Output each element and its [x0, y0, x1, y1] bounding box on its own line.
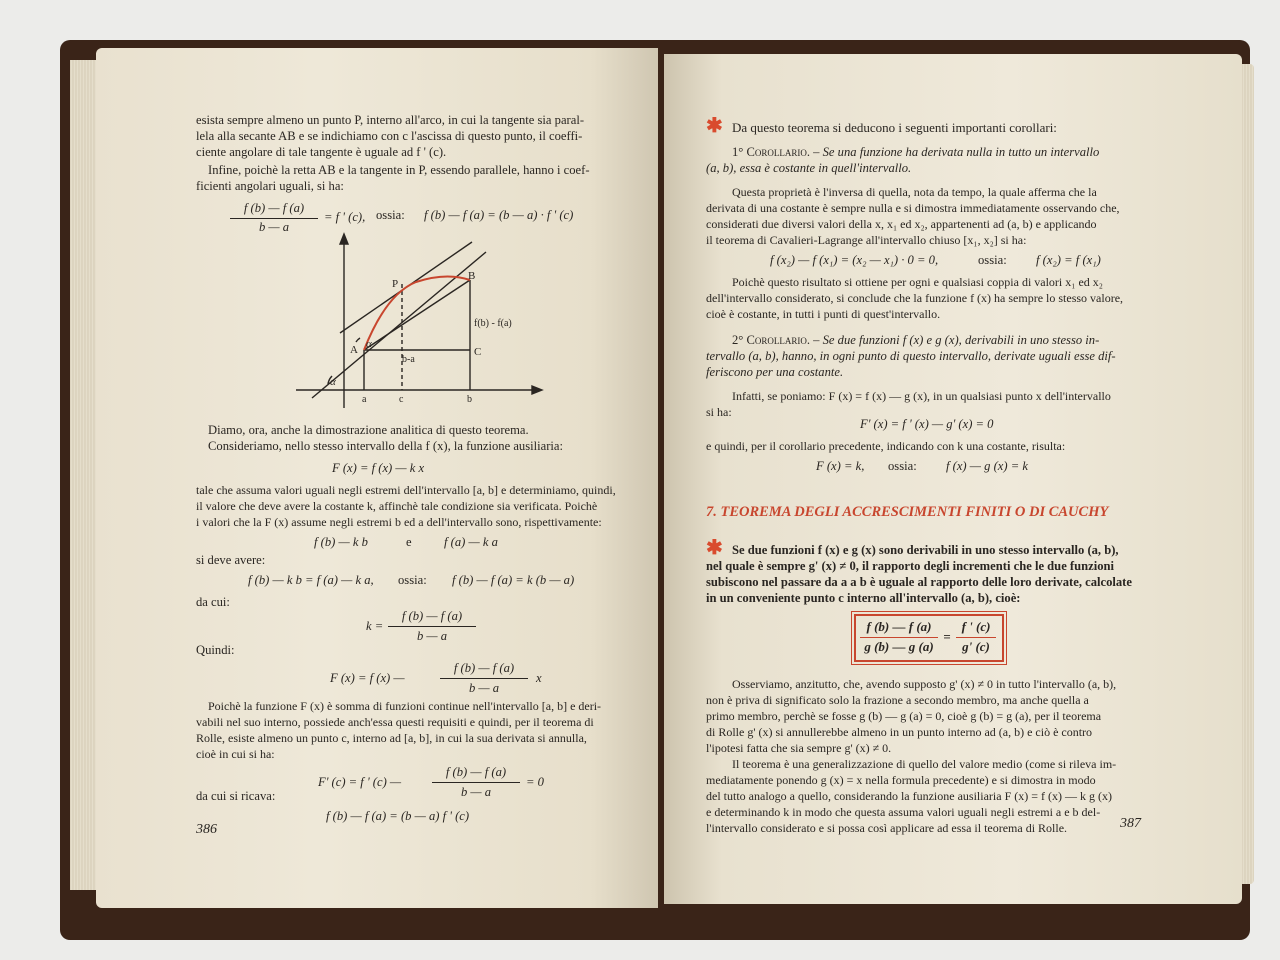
point-label-p: P	[392, 278, 399, 290]
text-line: da cui:	[196, 595, 230, 609]
asterisk-icon: ✱	[706, 537, 723, 559]
text-line: Osserviamo, anzitutto, che, avendo supposto g' (x) ≠ 0 in tutto l'intervallo (a, b),	[732, 677, 1117, 691]
text-line: considerati due diversi valori della x, x₁ ed x₂, appartenenti ad (a, b) e applicando	[706, 217, 1097, 231]
conjunction: e	[406, 535, 412, 549]
equation: F' (x) = f ' (x) — g' (x) = 0	[860, 417, 994, 431]
asterisk-icon: ✱	[706, 115, 723, 137]
ossia-label: ossia:	[398, 573, 427, 587]
fraction-bar	[388, 626, 476, 627]
theorem-line: Se due funzioni f (x) e g (x) sono derivabili in uno stesso intervallo (a, b),	[732, 543, 1119, 557]
text-line: Consideriamo, nello stesso intervallo della f (x), la funzione ausiliaria:	[208, 439, 563, 453]
angle-label: α	[366, 338, 372, 350]
text-line: il teorema di Cavalieri-Lagrange all'intervallo chiuso [x₁, x₂] si ha:	[706, 233, 1027, 247]
page-stack-left	[70, 60, 96, 890]
point-label-a: A	[350, 344, 358, 356]
equation: f (x₂) — f (x₁) = (x₂ — x₁) · 0 = 0,	[770, 253, 939, 267]
equation: f (b) — k b = f (a) — k a,	[248, 573, 374, 587]
ossia-label: ossia:	[888, 459, 917, 473]
text-line: Infatti, se poniamo: F (x) = f (x) — g (x), in un qualsiasi punto x dell'intervallo	[732, 389, 1111, 403]
right-page	[664, 54, 1242, 904]
equation-rhs: = 0	[526, 775, 544, 789]
text-line: i valori che la F (x) assume negli estremi b ed a dell'intervallo sono, rispettivamente:	[196, 515, 602, 529]
text-line: Da questo teorema si deducono i seguenti importanti corollari:	[732, 120, 1057, 135]
text-line: l'ipotesi fatta che sia sempre g' (x) ≠ 0.	[706, 741, 892, 755]
equation-variable: x	[536, 671, 542, 685]
tick-label-c: c	[399, 394, 404, 405]
text-line: cioè è costante, in tutti i punti di quest'intervallo.	[706, 307, 941, 321]
equation: f (b) — f (a) = k (b — a)	[452, 573, 575, 587]
equation-numerator: f (b) — f (a)	[445, 765, 507, 779]
text-line: cioè in cui si ha:	[196, 747, 275, 761]
label-b-a: b-a	[402, 354, 415, 365]
text-line: da cui si ricava:	[196, 789, 276, 803]
equation-lhs: F' (c) = f ' (c) —	[318, 775, 402, 789]
text-line: si deve avere:	[196, 553, 266, 567]
text-line: tale che assuma valori uguali negli estremi dell'intervallo [a, b] e determiniamo, quindi,	[196, 483, 616, 497]
equation: f (b) — k b	[314, 535, 368, 549]
text-line: (a, b), essa è costante in quell'intervallo.	[706, 161, 912, 175]
text-line: ficienti angolari uguali, si ha:	[196, 179, 344, 193]
text-line: di Rolle g' (x) si annullerebbe almeno in un punto interno ad (a, b) e ciò è contro	[706, 725, 1093, 739]
point-label-c: C	[474, 346, 482, 358]
equation-numerator: f (b) — f (a)	[453, 661, 515, 675]
tick-label-b: b	[467, 394, 472, 405]
box-numerator-left: f (b) — f (a)	[866, 619, 932, 634]
text-line: Diamo, ora, anche la dimostrazione analitica di questo teorema.	[208, 423, 529, 437]
text-line: feriscono per una costante.	[706, 365, 844, 379]
text-line: si ha:	[706, 405, 732, 419]
equation: f (b) — f (a) = (b — a) f ' (c)	[326, 809, 470, 823]
equation: f (x) — g (x) = k	[946, 459, 1028, 473]
equation: f (b) — f (a) = (b — a) · f ' (c)	[424, 208, 574, 222]
text-line: Quindi:	[196, 643, 235, 657]
equation: f (x₂) = f (x₁)	[1036, 253, 1101, 267]
page-stack-right	[1242, 64, 1254, 884]
box-equals: =	[943, 629, 951, 644]
text-line: derivata di una costante è sempre nulla e si dimostra immediatamente osservando che,	[706, 201, 1120, 215]
text-line: ciente angolare di tale tangente è uguale ad f ' (c).	[196, 145, 447, 159]
equation-rhs: = f ' (c),	[324, 210, 366, 224]
equation-denominator: b — a	[258, 220, 290, 234]
label-fb-fa: f(b) - f(a)	[474, 318, 512, 329]
text-line: Il teorema è una generalizzazione di quello del valore medio (come si rileva im-	[732, 757, 1117, 771]
cauchy-formula-box	[854, 614, 1004, 662]
fraction-bar	[432, 782, 520, 783]
text-line: Poichè questo risultato si ottiene per ogni e qualsiasi coppia di valori x₁ ed x₂	[732, 275, 1103, 289]
text-line: tervallo (a, b), hanno, in ogni punto di questo intervallo, derivate uguali esse dif-	[706, 349, 1116, 363]
text-line: esista sempre almeno un punto P, interno all'arco, in cui la tangente sia paral-	[196, 113, 585, 127]
equation-lhs: k =	[366, 619, 384, 633]
equation: f (a) — k a	[444, 535, 498, 549]
equation: F (x) = f (x) — k x	[332, 461, 425, 475]
ossia-label: ossia:	[978, 253, 1007, 267]
text-line: l'intervallo considerato e si possa così applicare ad essa il teorema di Rolle.	[706, 821, 1068, 835]
text-line: dell'intervallo considerato, si conclude che la funzione f (x) ha sempre lo stesso valore,	[706, 291, 1124, 305]
fraction-bar	[860, 637, 938, 638]
ossia-label: ossia:	[376, 208, 405, 222]
text-line: Rolle, esiste almeno un punto c, interno ad [a, b], in cui la sua derivata si annulla,	[196, 731, 587, 745]
text-line: Poichè la funzione F (x) è somma di funzioni continue nell'intervallo [a, b] e deri-	[208, 699, 602, 713]
page-number: 386	[196, 822, 217, 837]
fraction-bar	[440, 678, 528, 679]
text-line: del tutto analogo a quello, considerando la funzione ausiliaria F (x) = f (x) — k g (x)	[706, 789, 1112, 803]
angle-label: α	[330, 376, 336, 388]
box-numerator-right: f ' (c)	[961, 619, 991, 634]
theorem-line: nel quale è sempre g' (x) ≠ 0, il rapporto degli incrementi che le due funzioni	[706, 559, 1115, 573]
section-title: 7. TEOREMA DEGLI ACCRESCIMENTI FINITI O DI CAUCHY	[706, 504, 1109, 520]
box-denominator-left: g (b) — g (a)	[864, 639, 934, 654]
corollary-text: – Se una funzione ha derivata nulla in tutto un intervallo	[810, 145, 1100, 159]
corollary-2	[732, 332, 1099, 348]
left-page	[96, 48, 658, 908]
text-line: mediatamente ponendo g (x) = x nella formula precedente) e si dimostra in modo	[706, 773, 1096, 787]
text-line: vabili nel suo interno, possiede anch'essa questi requisiti e quindi, per il teorema di	[196, 715, 594, 729]
fraction-bar	[956, 637, 996, 638]
text-line: e quindi, per il corollario precedente, indicando con k una costante, risulta:	[706, 439, 1066, 453]
text-line: Questa proprietà è l'inversa di quella, nota da tempo, la quale afferma che la	[732, 185, 1097, 199]
corollary-text: – Se due funzioni f (x) e g (x), derivabili in uno stesso in-	[810, 333, 1100, 347]
equation: F (x) = k,	[816, 459, 865, 473]
equation-denominator: b — a	[468, 681, 500, 695]
equation-denominator: b — a	[416, 629, 448, 643]
box-denominator-right: g' (c)	[962, 639, 990, 654]
text-line: il valore che deve avere la costante k, affinchè tale condizione sia verificata. Poichè	[196, 499, 598, 513]
theorem-line: subiscono nel passare da a a b è uguale al rapporto delle loro derivate, calcolate	[706, 575, 1132, 589]
theorem-line: in un conveniente punto c interno all'intervallo (a, b), cioè:	[706, 591, 1021, 605]
corollary-title: 2° Corollario.	[732, 333, 811, 347]
page-number: 387	[1120, 816, 1141, 831]
equation-numerator: f (b) — f (a)	[243, 201, 305, 215]
corollary-title: 1° Corollario.	[732, 145, 811, 159]
text-line: Infine, poichè la retta AB e la tangente in P, essendo parallele, hanno i coef-	[208, 163, 590, 177]
equation-denominator: b — a	[460, 785, 492, 799]
point-label-b: B	[468, 270, 476, 282]
equation-numerator: f (b) — f (a)	[401, 609, 463, 623]
text-line: e determinando k in modo che questa assuma valori uguali negli estremi a e b del-	[706, 805, 1101, 819]
text-line: non è priva di significato solo la frazione a secondo membro, ma anche quella a	[706, 693, 1089, 707]
equation-lhs: F (x) = f (x) —	[330, 671, 405, 685]
tick-label-a: a	[362, 394, 367, 405]
corollary-1	[732, 144, 1099, 160]
text-line: primo membro, perchè se fosse g (b) — g (a) = 0, cioè g (b) = g (a), per il teorema	[706, 709, 1102, 723]
text-line: lela alla secante AB e se indichiamo con c l'ascissa di questo punto, il coeffi-	[196, 129, 583, 143]
